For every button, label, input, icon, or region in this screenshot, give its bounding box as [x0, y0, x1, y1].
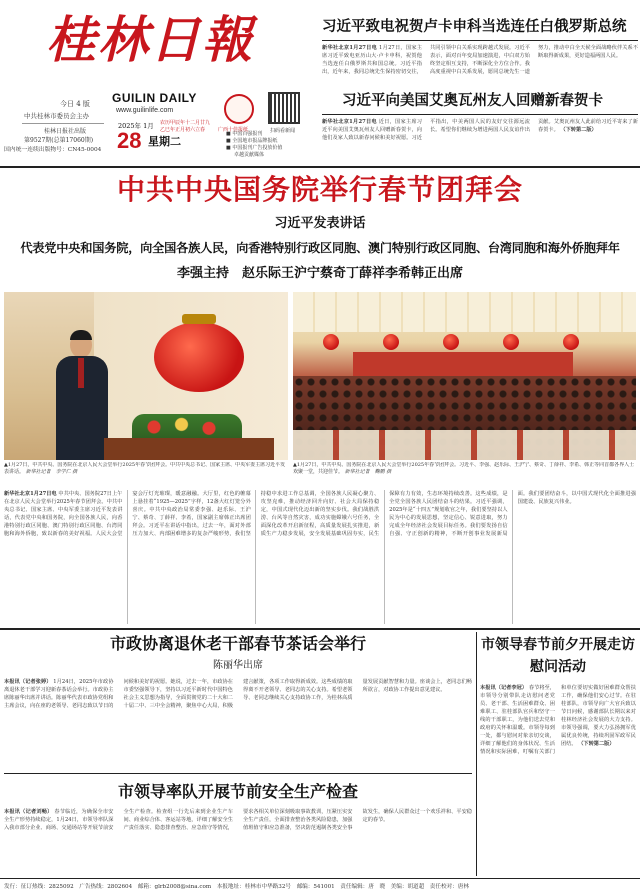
masthead-title: 桂林日報 [46, 10, 254, 69]
lantern-row-5 [563, 334, 579, 350]
visits-dateline: 本报讯（记者李冠） [480, 685, 528, 691]
speaker-figure [56, 332, 108, 460]
top-story-1-dateline: 新华社北京1月27日电 [322, 45, 378, 51]
photo-left-caption-text: ▲1月27日，中共中央、国务院在北京人民大会堂举行2025年春节团拜会。中共中央总书记、国家主席、中央军委主席习近平发表讲话。 [4, 462, 286, 475]
lead-text: 中共中央、国务院27日上午在北京人民大会堂举行2025年春节团拜会。中共中央总书记、国家主席、中央军委主席习近平发表讲话，代表党中央和国务院，向全国各族人民，向香港特别行政区同胞、澳门特别行政区同胞、台湾同胞和海外侨胞，致以新春的美好祝福。人民大会堂宴会厅灯光璀璨，暖意融融。大厅里，红色的帷幕上悬挂着“1925—2025”字样，12盏大红灯笼分外喜庆。中共中央政治局常委李强、赵乐际、王沪宁、蔡奇、丁薛祥、李希，国家副主席韩正出席团拜会。习近平在讲话中指出，过去一年，面对外部压力加大、内部困难增多的复杂严峻形势，我们坚持稳中求进工作总基调，全国各族人民凝心聚力、攻坚克难，推动经济回升向好、社会大局保持稳定，中国式现代化迈出新的坚实步伐。我们战胜洪涝、台风等自然灾害，成功实施嫦娥六号任务，全面深化改革开启新征程，高质量发展扎实推进，新质生产力稳步发展，安全发展基础巩固夯实，民生保障有力有效，生态环境持续改善。这些成绩，是全党全国各族人民团结奋斗的结果。习近平强调，2025年是“十四五”规划收官之年，我们要坚持以人民为中心的发展思想，坚定信心、锐意进取，努力完成全年经济社会发展目标任务。我们要发扬自信自强、守正创新的精神，不断开创事业发展新局面。我们要团结奋斗，以中国式现代化全面推进强国建设、民族复兴伟业。 [4, 491, 636, 537]
issue-number: 第9527期(总第17060期) [24, 137, 94, 144]
qr-label: 扫码看新闻 [270, 128, 296, 134]
lead-deck: 代表党中央和国务院，向全国各族人民，向香港特别行政区同胞、澳门特别行政区同胞、台湾同胞和海外侨胞拜年 [20, 241, 620, 255]
top-story-2-headline[interactable]: 习近平向美国艾奥瓦州友人回赠新春贺卡 [342, 92, 603, 109]
masthead-divider [22, 123, 104, 124]
lantern-row-1 [323, 334, 339, 350]
honor-4: 卓越贡献媒体 [234, 152, 265, 158]
footer-rule [0, 878, 640, 879]
photo-right-credit: 新华社记者 鞠鹏 摄 [344, 469, 392, 475]
org-name: 桂林日报社出版 [44, 128, 87, 135]
photo-speech[interactable] [4, 292, 288, 460]
podium [104, 438, 274, 460]
lunar-date-1: 农历甲辰年十二月廿九 [160, 120, 211, 126]
safety-dateline: 本报讯（记者刘畅） [4, 809, 53, 815]
photo-banquet[interactable] [293, 292, 636, 460]
hall-ceiling [293, 292, 636, 332]
safety-headline[interactable]: 市领导率队开展节前安全生产检查 [117, 782, 358, 801]
masthead [0, 0, 320, 165]
retirees-body [4, 678, 472, 770]
top-story-2-body [322, 118, 638, 158]
footer-text: 发行：征订热线：2825092 广告热线：2802604 邮箱：glrb2008@sina.com 本报地址：桂林市中华路32号 邮编：541001 责任编辑：唐 晓 美编：胡道超 责任校对：唐林 [4, 884, 469, 890]
retirees-text: 1月24日，2025年市政协离退休老干部学习迎新春茶话会举行。市政协主席陈丽华出席并讲话。陈丽华代表市政协党组和主席会议，向在座的老领导、老同志致以节日的问候和美好的祝愿。她说，过去一年，市政协在市委坚强领导下，坚持以习近平新时代中国特色社会主义思想为指导，全面贯彻党的二十大和二十届二中、三中全会精神，聚焦中心大局，积极建言献策，各项工作取得新成效。这些成绩的取得离不开老领导、老同志的关心支持。希望老领导、老同志继续关心支持政协工作，为桂林高质量发展贡献智慧和力量。座谈会上，老同志们畅所欲言，对政协工作提出意见建议。 [4, 679, 472, 709]
qr-code[interactable] [268, 92, 300, 124]
visits-body [480, 684, 636, 876]
brand-en: GUILIN DAILY [112, 91, 197, 105]
lead-subhead: 习近平发表讲话 [274, 216, 366, 231]
visits-headline[interactable] [480, 634, 636, 678]
honor-1: ■ 中国百强报刊 [226, 131, 263, 137]
retirees-dateline: 本报讯（记者张婷） [4, 679, 52, 685]
top-story-1-rule [322, 40, 638, 41]
lead-headline[interactable]: 中共中央国务院举行春节团拜会 [116, 173, 523, 206]
lantern-row-4 [503, 334, 519, 350]
visits-headline-text: 市领导春节前夕开展走访慰问活动 [481, 637, 635, 675]
top-story-1-text: 1月27日，国家主席习近平致电亚历山大·卢卡申科，祝贺他当选连任白俄罗斯共和国总统。习近平指出，近年来，我同总统先生保持密切交往，共同引领中白关系实现跨越式发展。习近平表示，面对百年变局加速演进，中白双方始终坚定相互支持，不断深化全方位合作。我高度重视中白关系发展，愿同总统先生一道努力，推动中白全天候全面战略伙伴关系不断取得新成果，更好造福两国人民。 [322, 45, 638, 75]
lantern-large [154, 322, 244, 392]
date-day: 28 [117, 128, 142, 153]
top-story-1-headline[interactable]: 习近平致电祝贺卢卡申科当选连任白俄罗斯总统 [322, 18, 627, 35]
today-pages: 今日 4 版 [60, 100, 90, 108]
lantern-top [182, 314, 216, 324]
top-story-2-rule [322, 114, 638, 115]
date-year-month: 2025年 1月 [118, 122, 154, 130]
retirees-headline[interactable]: 市政协离退休老干部春节茶话会举行 [109, 634, 366, 653]
flower-arrangement [132, 414, 242, 440]
lantern-row-2 [383, 334, 399, 350]
badge-label: 广西十佳报纸 [218, 127, 249, 133]
rule-between-bottom-stories [4, 773, 472, 774]
honor-3: ■ 中国报刊广告投放价值 [226, 145, 283, 151]
top-story-2-continued: （下转第二版） [560, 127, 597, 133]
lunar-date-2: 乙巳年正月初六立春 [160, 127, 206, 133]
lead-dateline: 新华社北京1月27日电 [4, 491, 57, 497]
photo-right-caption [293, 462, 636, 484]
cn-number: 国内统一连续出版物号：CN45-0004 [4, 147, 102, 153]
top-story-1-body [322, 44, 638, 88]
banquet-tables [293, 430, 636, 460]
top-story-2-dateline: 新华社北京1月27日电 [322, 119, 377, 125]
lantern-row-3 [443, 334, 459, 350]
photo-left-caption [4, 462, 288, 484]
top-story-2-text: 近日，国家主席习近平向美国艾奥瓦州友人回赠新春贺卡，向他们及家人致以新春问候和美好祝愿。习近平指出，中美两国人民的友好交往源远流长。希望你们继续为增进两国人民友谊作出贡献。艾奥瓦州友人此前给习近平寄来了新春贺卡。 [322, 119, 638, 141]
honor-2: ■ 全国地市报品牌报纸 [226, 138, 278, 144]
lead-body [4, 490, 636, 624]
section-rule-middle [0, 628, 640, 630]
badge-emblem [224, 94, 254, 124]
publisher: 中共桂林市委员会主办 [24, 112, 89, 120]
section-rule-top [0, 166, 640, 168]
date-weekday: 星期二 [148, 135, 181, 148]
column-divider [476, 632, 477, 876]
lead-attendance: 李强主持 赵乐际王沪宁蔡奇丁薛祥李希韩正出席 [176, 266, 463, 281]
stage-backdrop [353, 352, 573, 376]
visits-text: 春节将至，市领导分别带队走访慰问老党员、老干部、生活困难群众、困难职工、驻桂部队官兵和坚守一线的干部职工，为他们送去党和政府的关怀和温暖。市领导每到一处，都与慰问对象亲切交谈，详细了解他们的身体状况、生活情况和实际困难，叮嘱有关部门和单位要切实做好困难群众帮扶工作，确保他们安心过节。在驻桂部队，市领导向广大官兵致以节日问候，感谢部队长期以来对桂林经济社会发展的大力支持。市领导强调，要大力弘扬拥军优属优良传统，持续巩固军政军民团结。 [480, 685, 636, 755]
photo-right-caption-text: ▲1月27日，中共中央、国务院在北京人民大会堂举行2025年春节团拜会。习近平、李强、赵乐际、王沪宁、蔡奇、丁薛祥、李希、韩正等同首都各界人士欢聚一堂，共迎佳节。 [293, 462, 635, 475]
retirees-subhead: 陈丽华出席 [213, 660, 263, 671]
site-url[interactable]: www.guilinlife.com [116, 107, 174, 114]
visits-continued: （下转第二版） [578, 741, 615, 747]
photo-left-credit: 新华社记者 李学仁 摄 [25, 469, 78, 475]
safety-body [4, 808, 472, 876]
safety-text: 春节临近，为确保全市安全生产形势持续稳定，1月24日，市领导率队深入我市部分企业、商场、交通场站等开展节前安全生产检查。检查组一行先后来到企业生产车间、商业综合体、客运站等地，详细了解安全生产责任落实、隐患排查整治、应急值守等情况，要求各相关单位深刻吸取事故教训，压紧压实安全生产责任，全面排查整治各类风险隐患，加强值班值守和应急准备，坚决防范遏制各类安全事故发生，确保人民群众过一个欢乐祥和、平安稳定的春节。 [4, 809, 472, 831]
